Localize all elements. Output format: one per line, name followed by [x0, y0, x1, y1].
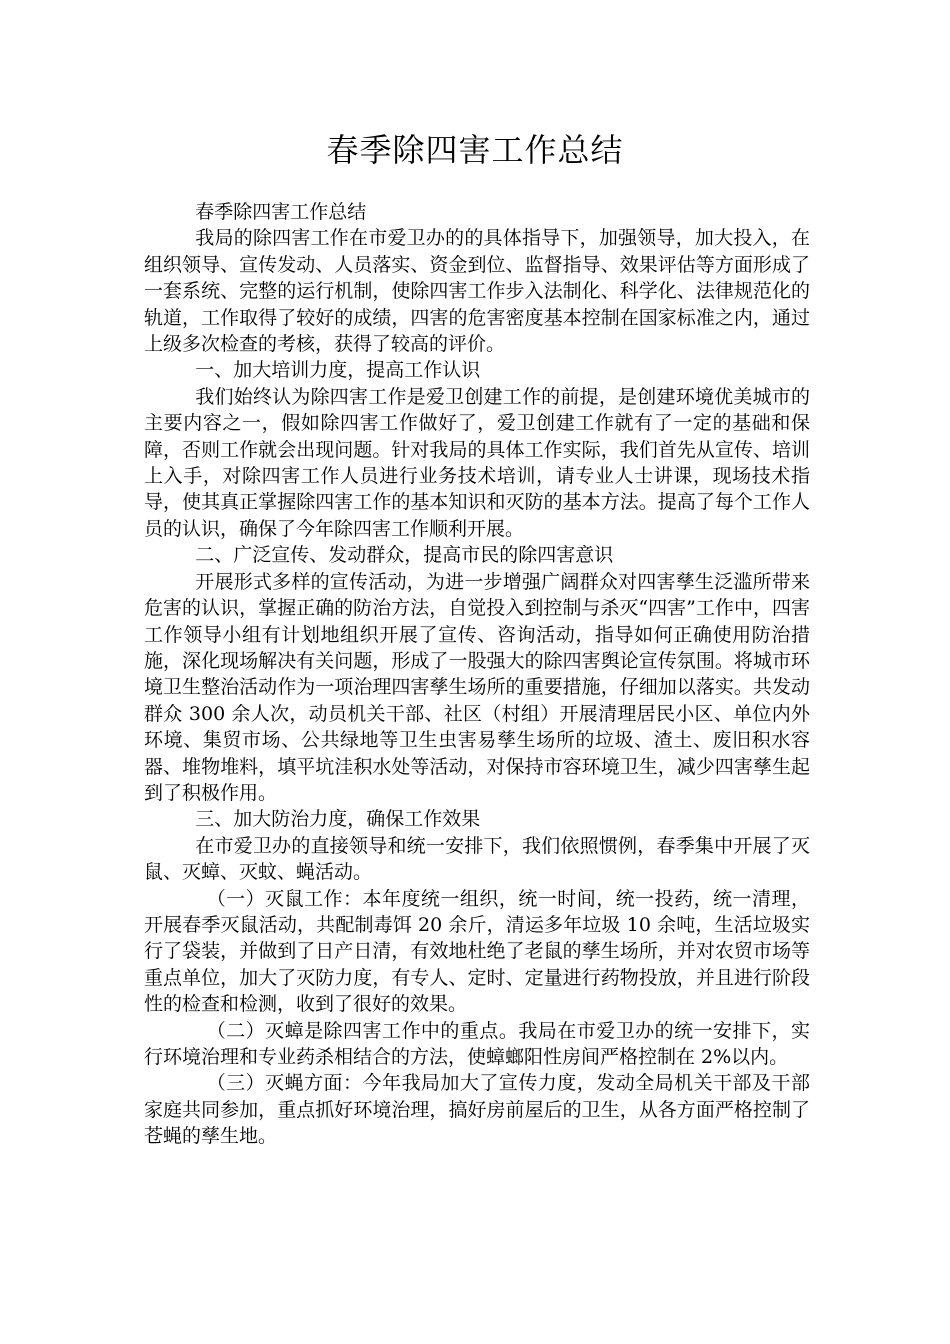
document-title: 春季除四害工作总结	[326, 131, 624, 169]
paragraph-section-1: 我们始终认为除四害工作是爱卫创建工作的前提，是创建环境优美城市的主要内容之一，假如除四害工作做好了，爱卫创建工作就有了一定的基础和保障，否则工作就会出现问题。针对我局的具体工作实际，我们首先从宣传、培训上入手，对除四害工作人员进行业务技术培训，请专业人士讲课，现场技术指导，使其真正掌握除四害工作的基本知识和灭防的基本方法。提高了每个工作人员的认识，确保了今年除四害工作顺利开展。	[144, 385, 810, 540]
paragraph-cockroach-control: （二）灭蟑是除四害工作中的重点。我局在市爱卫办的统一安排下，实行环境治理和专业药杀相结合的方法，使蟑螂阳性房间严格控制在 2%以内。	[144, 1019, 810, 1068]
paragraph-rodent-control: （一）灭鼠工作：本年度统一组织，统一时间，统一投药，统一清理，开展春季灭鼠活动，共配制毒饵 20 余斤，清运多年垃圾 10 余吨，生活垃圾实行了袋装，并做到了日产日清，有效地杜绝了老鼠的孳生场所，并对农贸市场等重点单位，加大了灭防力度，有专人、定时、定量进行药物投放，并且进行阶段性的检查和检测，收到了很好的效果。	[144, 887, 810, 1016]
paragraph-fly-control: （三）灭蝇方面：今年我局加大了宣传力度，发动全局机关干部及干部家庭共同参加，重点抓好环境治理，搞好房前屋后的卫生，从各方面严格控制了苍蝇的孳生地。	[144, 1072, 810, 1148]
section-heading-2: 二、广泛宣传、发动群众，提高市民的除四害意识	[195, 544, 614, 567]
document-body	[144, 199, 810, 1150]
paragraph-section-2: 开展形式多样的宣传活动，为进一步增强广阔群众对四害孳生泛滥所带来危害的认识，掌握正确的防治方法，自觉投入到控制与杀灭“四害”工作中，四害工作领导小组有计划地组织开展了宣传、咨询活动，指导如何正确使用防治措施，深化现场解决有关问题，形成了一股强大的除四害舆论宣传氛围。将城市环境卫生整治活动作为一项治理四害孳生场所的重要措施，仔细加以落实。共发动群众 300 余人次，动员机关干部、社区（村组）开展清理居民小区、单位内外环境、集贸市场、公共绿地等卫生虫害易孳生场所的垃圾、渣土、废旧积水容器、堆物堆料，填平坑洼积水处等活动，对保持市容环境卫生，减少四害孳生起到了积极作用。	[144, 570, 810, 804]
paragraph-intro: 我局的除四害工作在市爱卫办的的具体指导下，加强领导，加大投入，在组织领导、宣传发动、人员落实、资金到位、监督指导、效果评估等方面形成了一套系统、完整的运行机制，使除四害工作步入法制化、科学化、法律规范化的轨道，工作取得了较好的成绩，四害的危害密度基本控制在国家标准之内，通过上级多次检查的考核，获得了较高的评价。	[144, 227, 810, 356]
section-heading-1: 一、加大培训力度，提高工作认识	[195, 359, 481, 382]
paragraph-subtitle: 春季除四害工作总结	[195, 201, 367, 223]
paragraph-section-3: 在市爱卫办的直接领导和统一安排下，我们依照惯例，春季集中开展了灭鼠、灭蟑、灭蚊、蝇活动。	[144, 834, 810, 884]
section-heading-3: 三、加大防治力度，确保工作效果	[195, 808, 481, 831]
